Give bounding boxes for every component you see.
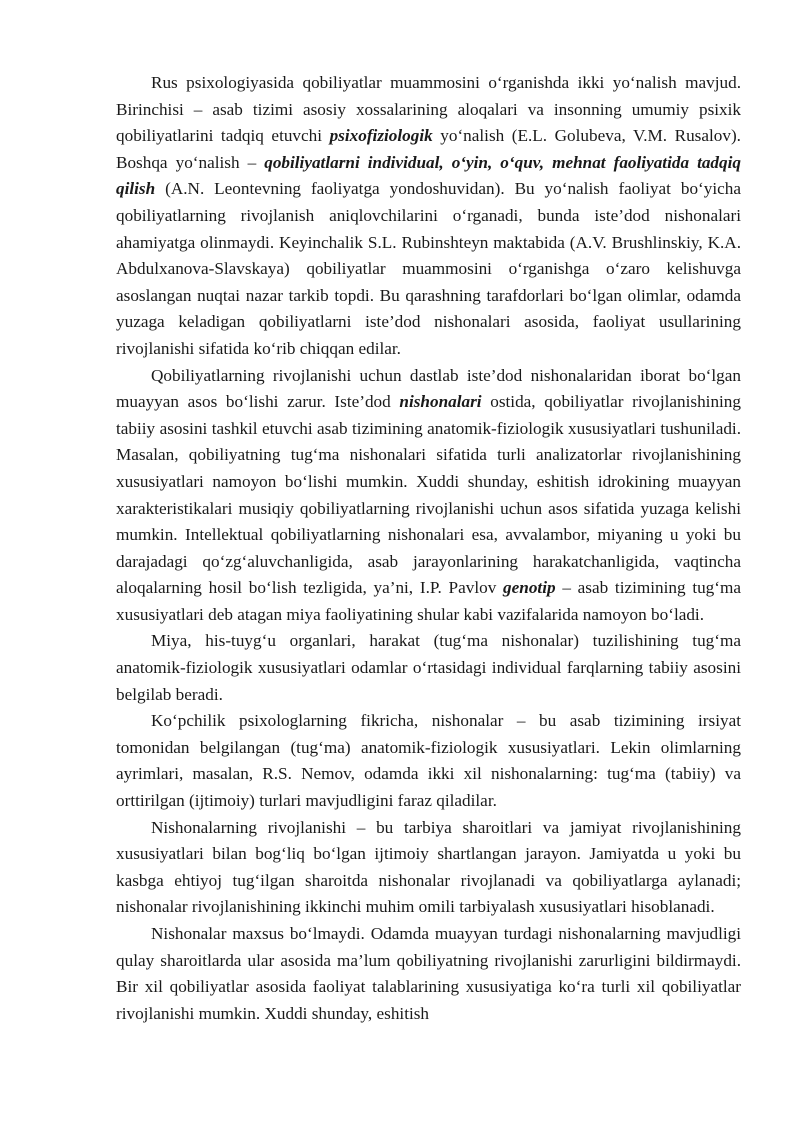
paragraph-2 [116, 363, 741, 629]
paragraph-4 [116, 708, 741, 814]
paragraph-2-text-1: Qobiliyatlarning rivojlanishi uchun dastlab iste’dod nishonalaridan iborat bo‘lgan muayyan asos bo‘lishi zarur. Iste’dod [116, 365, 741, 412]
term-activity-research: qobiliyatlarni individual, o‘yin, o‘quv, mehnat faoliyatida tadqiq qilish [116, 152, 741, 199]
paragraph-1-text-1: Rus psixologiyasida qobiliyatlar muammosini o‘rganishda ikki yo‘nalish mavjud. Birinchisi – asab tizimi asosiy xossalarining aloqalari va insonning umumiy psixik qobiliyatlarini tadqiq etuvchi [116, 73, 741, 146]
paragraph-6-text-1: Nishonalar maxsus bo‘lmaydi. Odamda muayyan turdagi nishonalarning mavjudligi qulay sharoitlarda ular asosida ma’lum qobiliyatning rivojlanishi zarurligini bildirmaydi. Bir xil qobiliyatlar asosida faoliyat talablarining xususiyatiga ko‘ra turli xil qobiliyatlar rivojlanishi mumkin. Xuddi shunday, eshitish [116, 924, 741, 1023]
paragraph-2-text-2: ostida, qobiliyatlar rivojlanishining tabiiy asosini tashkil etuvchi asab tizimining anatomik-fiziologik xususiyatlari tushuniladi. Masalan, qobiliyatning tug‘ma nishonalari sifatida turli analizatorlar rivojlanishining xususiyatlari namoyon bo‘lishi mumkin. Xuddi shunday, eshitish idrokining muayyan xarakteristikalari musiqiy qobiliyatlarning rivojlanishi uchun asos sifatida yuzaga kelishi mumkin. Intellektual qobiliyatlarning nishonalari esa, avvalambor, miyaning u yoki bu darajadagi qo‘zg‘aluvchanligida, asab jarayonlarining harakatchanligida, vaqtincha aloqalarning hosil bo‘lish tezligida, ya’ni, I.P. Pavlov [116, 392, 741, 598]
paragraph-3 [116, 628, 741, 708]
paragraph-6 [116, 921, 741, 1027]
paragraph-1-text-3: (A.N. Leontevning faoliyatga yondoshuvidan). Bu yo‘nalish faoliyat bo‘yicha qobiliyatlarning rivojlanish aniqlovchilarini o‘rganadi, bunda iste’dod nishonalari ahamiyatga olinmaydi. Keyinchalik S.L. Rubinshteyn maktabida (A.V. Brushlinskiy, K.A. Abdulxanova-Slavskaya) qobiliyatlar muammosini o‘rganishga o‘zaro kelishuvga asoslangan nuqtai nazar tarkib topdi. Bu qarashning tarafdorlari bo‘lgan olimlar, odamda yuzaga keladigan qobiliyatlarni iste’dod nishonalari asosida, faoliyat usullarining rivojlanishi sifatida ko‘rib chiqqan edilar. [116, 179, 741, 358]
term-psixofiziologik: psixofiziologik [329, 126, 433, 146]
term-nishonalari: nishonalari [399, 392, 482, 412]
paragraph-5-text-1: Nishonalarning rivojlanishi – bu tarbiya sharoitlari va jamiyat rivojlanishining xususiyatlari bilan bog‘liq bo‘lgan ijtimoiy shartlangan jarayon. Jamiyatda u yoki bu kasbga ehtiyoj tug‘ilgan sharoitda nishonalar rivojlanadi va qobiliyatlarga aylanadi; nishonalar rivojlanishining ikkinchi muhim omili tarbiyalash xususiyatlari hisoblanadi. [116, 817, 741, 917]
document-page [116, 70, 741, 1027]
paragraph-5 [116, 815, 741, 921]
paragraph-1-text-2: yo‘nalish (E.L. Golubeva, V.M. Rusalov). Boshqa yo‘nalish – [116, 126, 741, 172]
paragraph-3-text-1: Miya, his-tuyg‘u organlari, harakat (tug‘ma nishonalar) tuzilishining tug‘ma anatomik-fiziologik xususiyatlari odamlar o‘rtasidagi individual farqlarning tabiiy asosini belgilab beradi. [116, 631, 741, 704]
term-genotip: genotip [503, 578, 556, 598]
paragraph-4-text-1: Ko‘pchilik psixologlarning fikricha, nishonalar – bu asab tizimining irsiyat tomonidan belgilangan (tug‘ma) anatomik-fiziologik xususiyatlari. Lekin olimlarning ayrimlari, masalan, R.S. Nemov, odamda ikki xil nishonalarning: tug‘ma (tabiiy) va orttirilgan (ijtimoiy) turlari mavjudligini faraz qiladilar. [116, 711, 741, 811]
paragraph-1 [116, 70, 741, 363]
paragraph-2-text-3: – asab tizimining tug‘ma xususiyatlari deb atagan miya faoliyatining shular kabi vazifalarida namoyon bo‘ladi. [116, 578, 741, 624]
